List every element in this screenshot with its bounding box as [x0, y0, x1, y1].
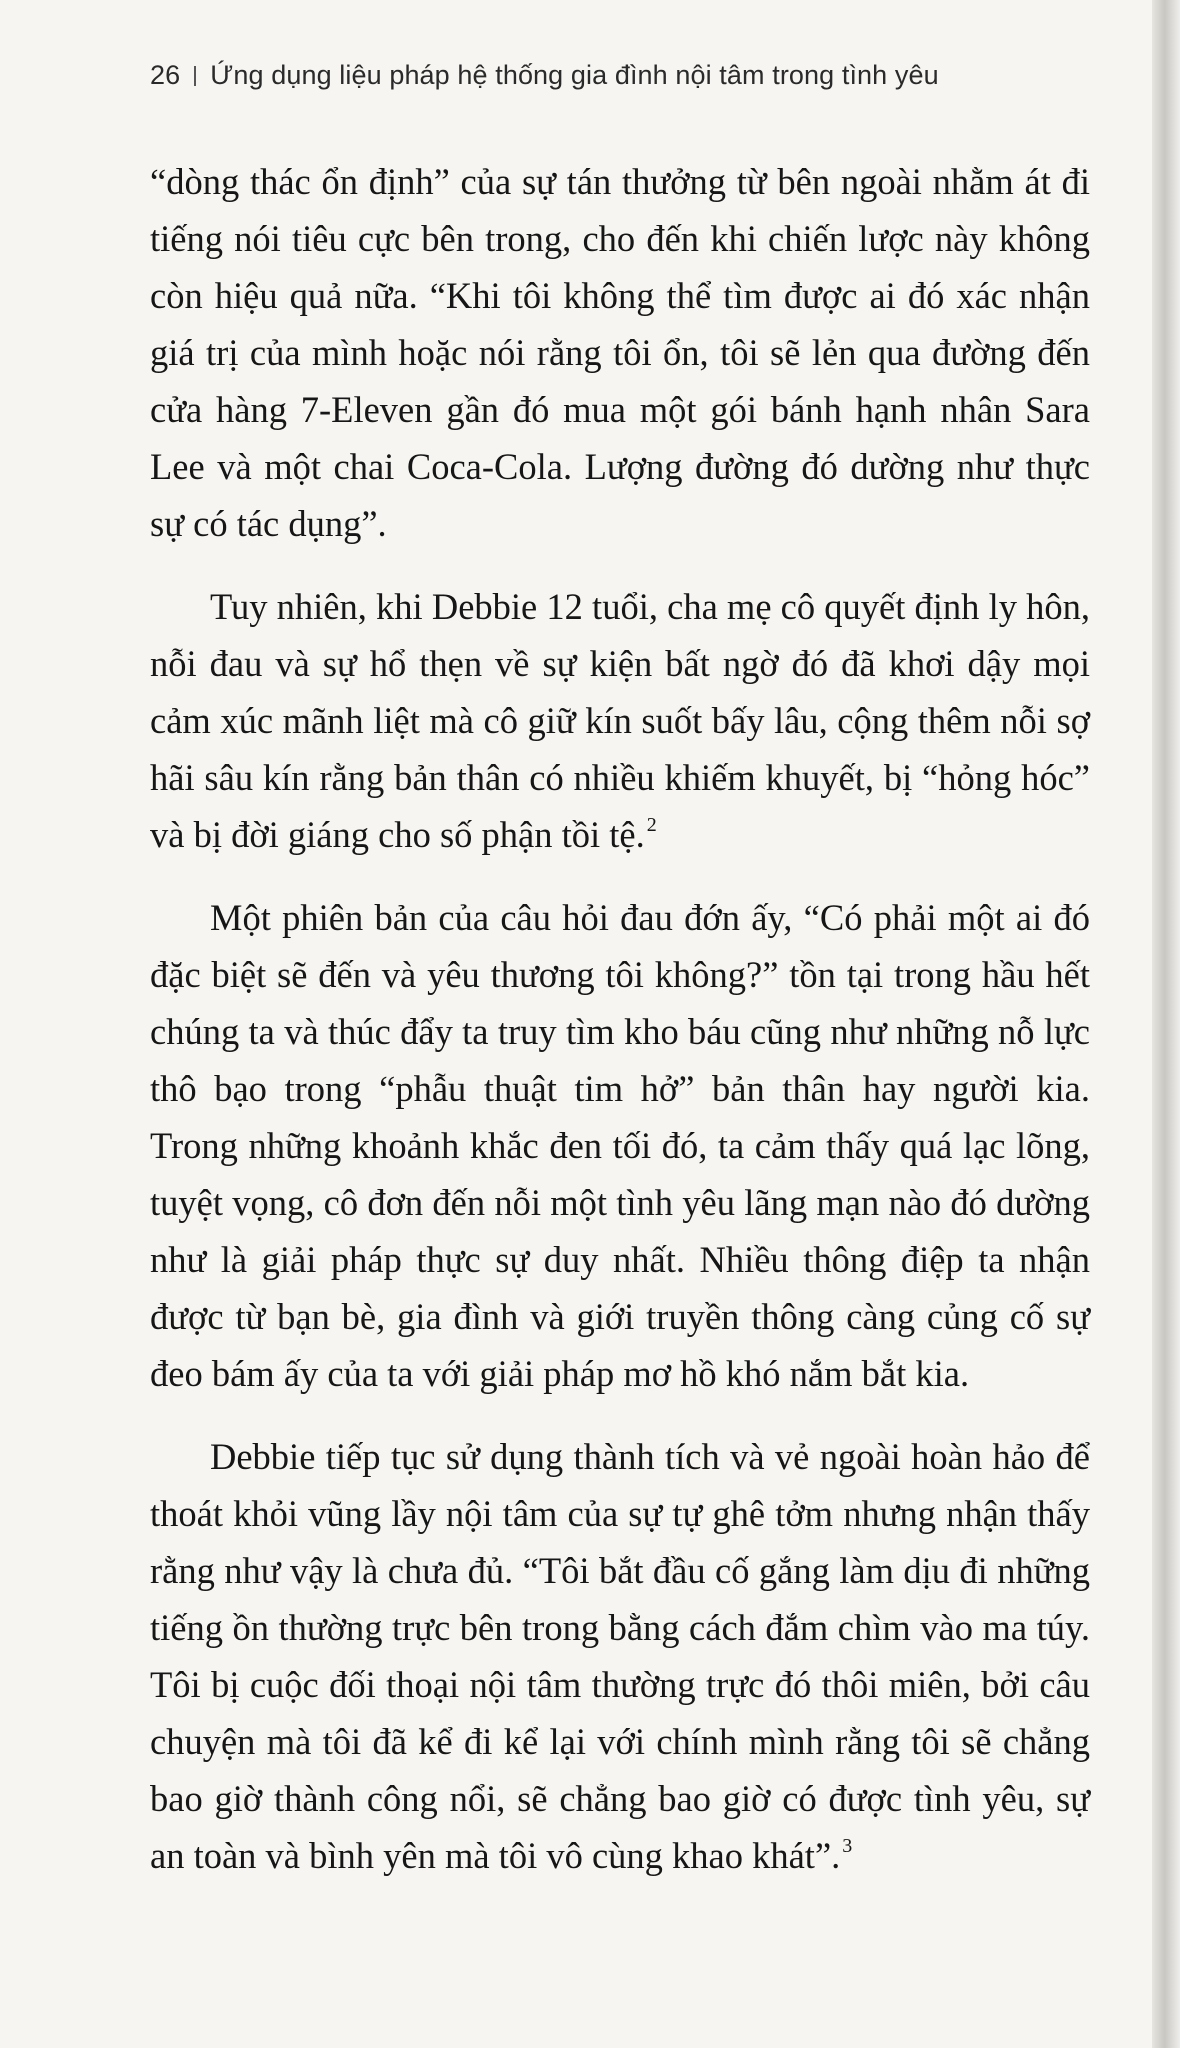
footnote-marker-3: 3 — [842, 1835, 853, 1857]
paragraph-3-text: Một phiên bản của câu hỏi đau đớn ấy, “Có phải một ai đó đặc biệt sẽ đến và yêu thương tôi không?” tồn tại trong hầu hết chúng ta và thúc đẩy ta truy tìm kho báu cũng như những nỗ lực thô bạo trong “phẫu thuật tim hở” bản thân hay người kia. Trong những khoảnh khắc đen tối đó, ta cảm thấy quá lạc lõng, tuyệt vọng, cô đơn đến nỗi một tình yêu lãng mạn nào đó dường như là giải pháp thực sự duy nhất. Nhiều thông điệp ta nhận được từ bạn bè, gia đình và giới truyền thông càng củng cố sự đeo bám ấy của ta với giải pháp mơ hồ khó nắm bắt kia. — [150, 897, 1090, 1394]
paragraph-1 — [150, 153, 1090, 552]
paragraph-3 — [150, 889, 1090, 1402]
body-text — [150, 153, 1090, 1910]
paragraph-4-text: Debbie tiếp tục sử dụng thành tích và vẻ ngoài hoàn hảo để thoát khỏi vũng lầy nội tâm của sự tự ghê tởm nhưng nhận thấy rằng như vậy là chưa đủ. “Tôi bắt đầu cố gắng làm dịu đi những tiếng ồn thường trực bên trong bằng cách đắm chìm vào ma túy. Tôi bị cuộc đối thoại nội tâm thường trực đó thôi miên, bởi câu chuyện mà tôi đã kể đi kể lại với chính mình rằng tôi sẽ chẳng bao giờ thành công nổi, sẽ chẳng bao giờ có được tình yêu, sự an toàn và bình yên mà tôi vô cùng khao khát”. — [150, 1436, 1090, 1876]
paragraph-2 — [150, 578, 1090, 863]
page-number: 26 — [150, 60, 181, 90]
page-edge-shadow — [1152, 0, 1180, 2048]
running-header — [150, 60, 939, 91]
paragraph-4 — [150, 1428, 1090, 1884]
running-title: Ứng dụng liệu pháp hệ thống gia đình nội tâm trong tình yêu — [210, 60, 939, 90]
footnote-marker-2: 2 — [646, 814, 657, 836]
paragraph-1-text: “dòng thác ổn định” của sự tán thưởng từ bên ngoài nhằm át đi tiếng nói tiêu cực bên trong, cho đến khi chiến lược này không còn hiệu quả nữa. “Khi tôi không thể tìm được ai đó xác nhận giá trị của mình hoặc nói rằng tôi ổn, tôi sẽ lẻn qua đường đến cửa hàng 7-Eleven gần đó mua một gói bánh hạnh nhân Sara Lee và một chai Coca-Cola. Lượng đường đó dường như thực sự có tác dụng”. — [150, 161, 1090, 544]
paragraph-2-text: Tuy nhiên, khi Debbie 12 tuổi, cha mẹ cô quyết định ly hôn, nỗi đau và sự hổ thẹn về sự kiện bất ngờ đó đã khơi dậy mọi cảm xúc mãnh liệt mà cô giữ kín suốt bấy lâu, cộng thêm nỗi sợ hãi sâu kín rằng bản thân có nhiều khiếm khuyết, bị “hỏng hóc” và bị đời giáng cho số phận tồi tệ. — [150, 586, 1090, 855]
header-separator — [194, 66, 196, 86]
